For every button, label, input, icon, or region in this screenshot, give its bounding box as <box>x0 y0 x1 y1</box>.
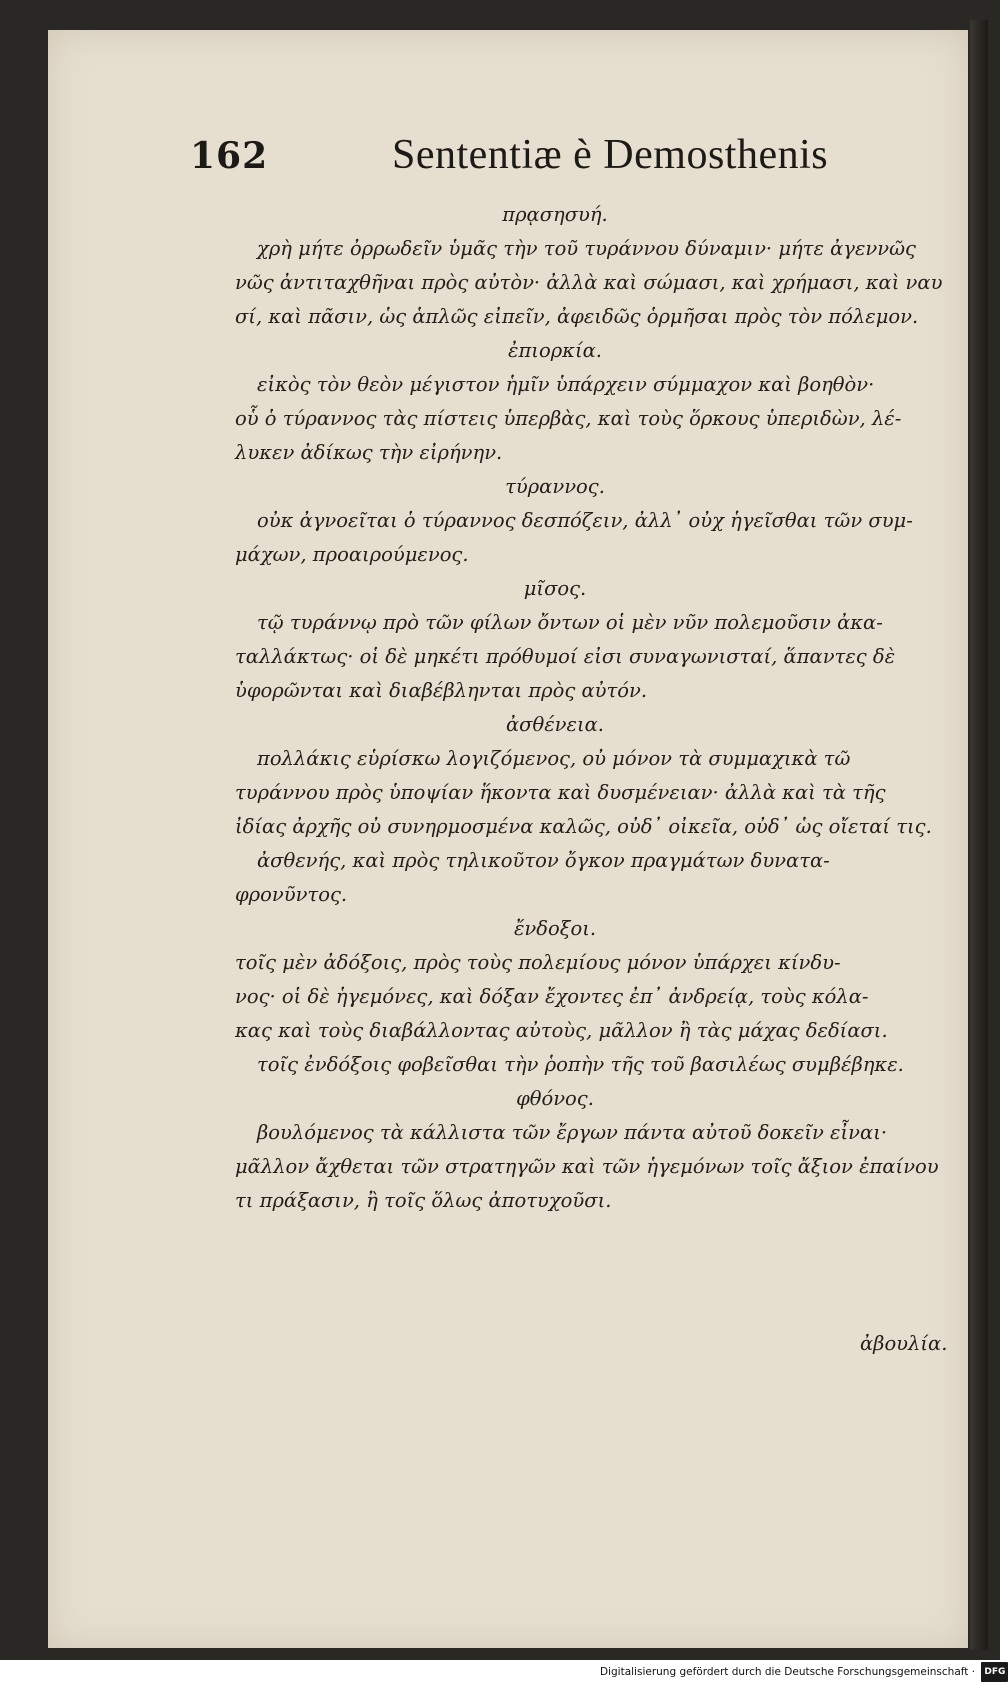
text-line: ὑφορῶνται καὶ διαβέβληνται πρὸς αὐτόν. <box>235 679 648 702</box>
page-title: Sententiæ è Demosthenis <box>392 132 829 178</box>
text-line: μᾶλλον ἄχθεται τῶν στρατηγῶν καὶ τῶν ἡγεμόνων τοῖς ἄξιον ἐπαίνου <box>235 1155 939 1178</box>
text-line: ἰδίας ἀρχῆς οὐ συνηρμοσμένα καλῶς, οὐδ᾽ οἰκεῖα, οὐδ᾽ ὡς οἴεταί τις. <box>235 815 932 838</box>
text-line: ταλλάκτως· οἱ δὲ μηκέτι πρόθυμοί εἰσι συναγωνισταί, ἅπαντες δὲ <box>235 645 896 668</box>
text-line: εἰκὸς τὸν θεὸν μέγιστον ἡμῖν ὑπάρχειν σύμμαχον καὶ βοηθὸν· <box>257 373 875 396</box>
text-line: τοῖς μὲν ἀδόξοις, πρὸς τοὺς πολεμίους μόνον ὑπάρχει κίνδυ- <box>235 951 841 974</box>
text-line: οὐκ ἀγνοεῖται ὁ τύραννος δεσπόζειν, ἀλλ᾽ οὐχ ἡγεῖσθαι τῶν συμ- <box>257 509 913 532</box>
text-line: ἀσθενής, καὶ πρὸς τηλικοῦτον ὄγκον πραγμάτων δυνατα- <box>257 849 830 872</box>
text-line: νῶς ἀντιταχθῆναι πρὸς αὐτὸν· ἀλλὰ καὶ σώμασι, καὶ χρήμασι, καὶ ναυ <box>235 271 943 294</box>
text-line: πολλάκις εὑρίσκω λογιζόμενος, οὐ μόνον τὰ συμμαχικὰ τῶ <box>257 747 851 770</box>
text-line: νος· οἱ δὲ ἡγεμόνες, καὶ δόξαν ἔχοντες ἐπ᾽ ἀνδρείᾳ, τοὺς κόλα- <box>235 985 869 1008</box>
digitization-credit <box>600 1662 1008 1680</box>
text-line: χρὴ μήτε ὀρρωδεῖν ὑμᾶς τὴν τοῦ τυράννου δύναμιν· μήτε ἀγεννῶς <box>257 237 916 260</box>
page-edge <box>970 20 988 1650</box>
section-heading: ἀσθένεια. <box>505 713 604 736</box>
section-heading: ἐπιορκία. <box>508 339 602 362</box>
text-line: οὗ ὁ τύραννος τὰς πίστεις ὑπερβὰς, καὶ τοὺς ὅρκους ὑπεριδὼν, λέ- <box>235 407 902 430</box>
credit-text: Digitalisierung gefördert durch die Deutsche Forschungsgemeinschaft · <box>600 1666 976 1678</box>
page-number: 162 <box>190 135 269 177</box>
section-heading: ἔνδοξοι. <box>513 917 597 940</box>
dfg-logo: DFG <box>981 1662 1008 1682</box>
text-line: τυράννου πρὸς ὑποψίαν ἥκοντα καὶ δυσμένειαν· ἀλλὰ καὶ τὰ τῆς <box>235 781 886 804</box>
text-line: φρονῦντος. <box>235 883 348 906</box>
text-line: λυκεν ἀδίκως τὴν εἰρήνην. <box>235 441 503 464</box>
section-heading: τύραννος. <box>505 475 605 498</box>
text-line: μάχων, προαιρούμενος. <box>235 543 469 566</box>
text-line: τῷ τυράννῳ πρὸ τῶν φίλων ὄντων οἱ μὲν νῦν πολεμοῦσιν ἀκα- <box>257 611 883 634</box>
text-line: τι πράξασιν, ἢ τοῖς ὅλως ἀποτυχοῦσι. <box>235 1189 612 1212</box>
text-line: σί, καὶ πᾶσιν, ὡς ἁπλῶς εἰπεῖν, ἀφειδῶς ὁρμῆσαι πρὸς τὸν πόλεμον. <box>235 305 919 328</box>
text-line: κας καὶ τοὺς διαβάλλοντας αὐτοὺς, μᾶλλον ἢ τὰς μάχας δεδίασι. <box>235 1019 888 1042</box>
text-line: τοῖς ἐνδόξοις φοβεῖσθαι τὴν ῥοπὴν τῆς τοῦ βασιλέως συμβέβηκε. <box>257 1053 904 1076</box>
section-heading: πρᾳσησυή. <box>502 203 608 226</box>
text-line: βουλόμενος τὰ κάλλιστα τῶν ἔργων πάντα αὐτοῦ δοκεῖν εἶναι· <box>257 1121 888 1144</box>
section-heading: μῖσος. <box>523 577 587 600</box>
catchword: ἀβουλία. <box>860 1332 948 1355</box>
running-head <box>190 132 830 185</box>
section-heading: φθόνος. <box>516 1087 594 1110</box>
body-text <box>235 198 943 1218</box>
